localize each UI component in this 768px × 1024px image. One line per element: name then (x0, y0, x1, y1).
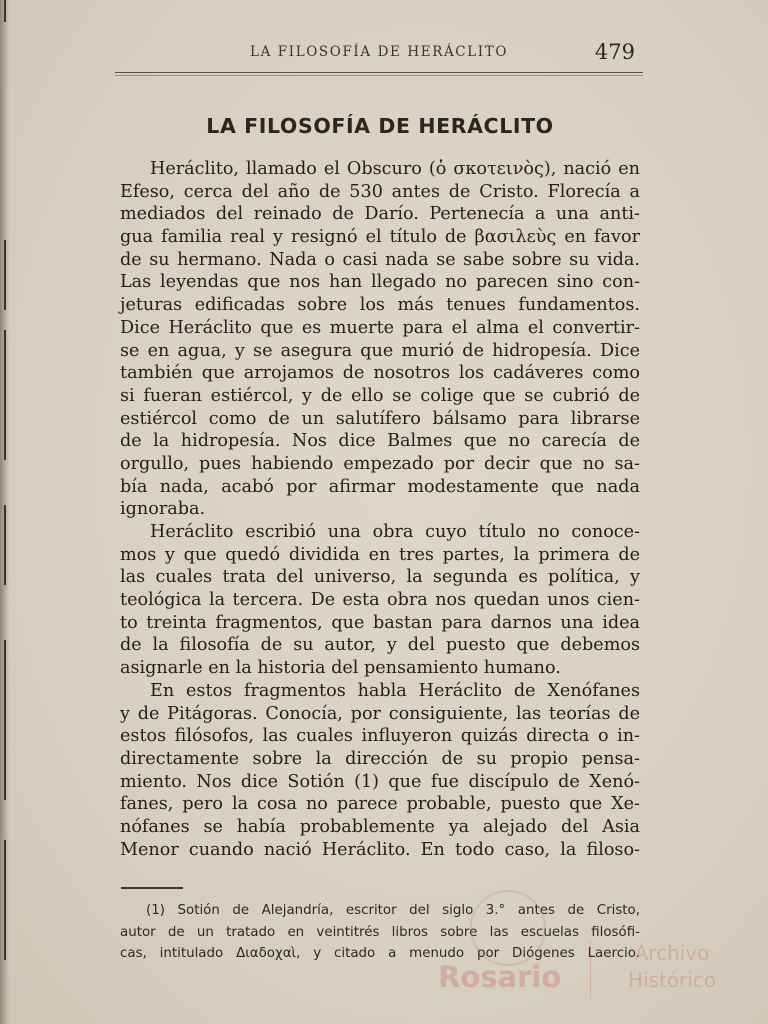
stamp-archive-line1: Archivo (634, 941, 710, 965)
text-line: jeturas edificadas sobre los más tenues fundamentos. (120, 295, 640, 316)
text-line: bía nada, acabó por afirmar modestamente que nada (120, 476, 640, 497)
page-number: 479 (594, 40, 635, 64)
text-line: mediados del reinado de Darío. Pertenecía a una anti- (120, 204, 640, 225)
text-line: se en agua, y se asegura que murió de hidropesía. Dice (120, 340, 640, 361)
footnote-line: (1) Sotión de Alejandría, escritor del siglo 3.° antes de Cristo, (146, 903, 640, 918)
text-line: miento. Nos dice Sotión (1) que fue discípulo de Xenó- (120, 771, 640, 792)
text-line: gua familia real y resignó el título de βασιλεὺς en favor (120, 227, 640, 248)
text-line: asignarle en la historia del pensamiento humano. (120, 658, 561, 679)
text-line: Las leyendas que nos han llegado no parecen sino con- (120, 272, 640, 293)
stamp-divider (590, 940, 591, 998)
page-edge-mark (4, 0, 6, 22)
text-line: también que arrojamos de nosotros los cadáveres como (120, 363, 640, 384)
page-edge-mark (4, 330, 6, 460)
text-line: Heráclito escribió una obra cuyo título no conoce- (150, 522, 640, 542)
page-edge-mark (4, 840, 6, 960)
text-line: y de Pitágoras. Conocía, por consiguiente, las teorías de (120, 703, 640, 724)
footnote-line: cas, intitulado Διαδοχαὶ, y citado a menudo por Diógenes Laercio. (120, 946, 640, 961)
chapter-title: LA FILOSOFÍA DE HERÁCLITO (206, 114, 554, 138)
text-line: las cuales trata del universo, la segunda es política, y (120, 567, 640, 588)
stamp-archive-label (612, 940, 732, 994)
page-edge-mark (4, 505, 6, 585)
text-line: Dice Heráclito que es muerte para el alma el convertir- (120, 317, 640, 338)
page-edge-mark (4, 640, 6, 800)
running-header (115, 40, 643, 74)
text-line: de su hermano. Nada o casi nada se sabe sobre su vida. (120, 249, 640, 270)
text-line: to treinta fragmentos, que bastan para darnos una idea (120, 612, 640, 633)
text-line: nófanes se había probablemente ya alejado del Asia (120, 816, 640, 837)
body-text (120, 158, 640, 861)
text-line: ignoraba. (120, 499, 206, 520)
archive-stamp-watermark (420, 880, 750, 1000)
text-line: Heráclito, llamado el Obscuro (ὁ σκοτεινὸς), nació en (150, 159, 640, 179)
stamp-archive-line2: Histórico (627, 968, 717, 992)
text-line: orgullo, pues habiendo empezado por decir que no sa- (120, 453, 640, 474)
archive-seal-icon (470, 890, 546, 966)
text-line: Menor cuando nació Heráclito. En todo caso, la filoso- (120, 839, 640, 860)
stamp-name: Rosario (438, 960, 562, 994)
footnote-line: autor de un tratado en veintitrés libros sobre las escuelas filosófi- (120, 924, 640, 940)
text-line: estiércol como de un salutífero bálsamo para librarse (120, 408, 640, 429)
header-rule (115, 72, 643, 73)
text-line: fanes, pero la cosa no parece probable, puesto que Xe- (120, 794, 640, 815)
footnote-rule (121, 887, 183, 889)
text-line: estos filósofos, las cuales influyeron quizás directa o in- (120, 726, 640, 747)
page-edge-mark (4, 240, 6, 310)
text-line: mos y que quedó dividida en tres partes, la primera de (120, 544, 640, 565)
text-line: si fueran estiércol, y de ello se colige que se cubrió de (120, 385, 640, 406)
text-line: de la hidropesía. Nos dice Balmes que no carecía de (120, 431, 640, 452)
running-title: LA FILOSOFÍA DE HERÁCLITO (250, 44, 509, 60)
text-line: Efeso, cerca del año de 530 antes de Cristo. Florecía a (120, 181, 640, 202)
header-rule-secondary (115, 75, 643, 76)
text-line: En estos fragmentos habla Heráclito de Xenófanes (150, 680, 640, 701)
text-line: de la filosofía de su autor, y del puesto que debemos (120, 635, 640, 656)
text-line: directamente sobre la dirección de su propio pensa- (120, 748, 640, 769)
text-line: teológica la tercera. De esta obra nos quedan unos cien- (120, 590, 640, 611)
